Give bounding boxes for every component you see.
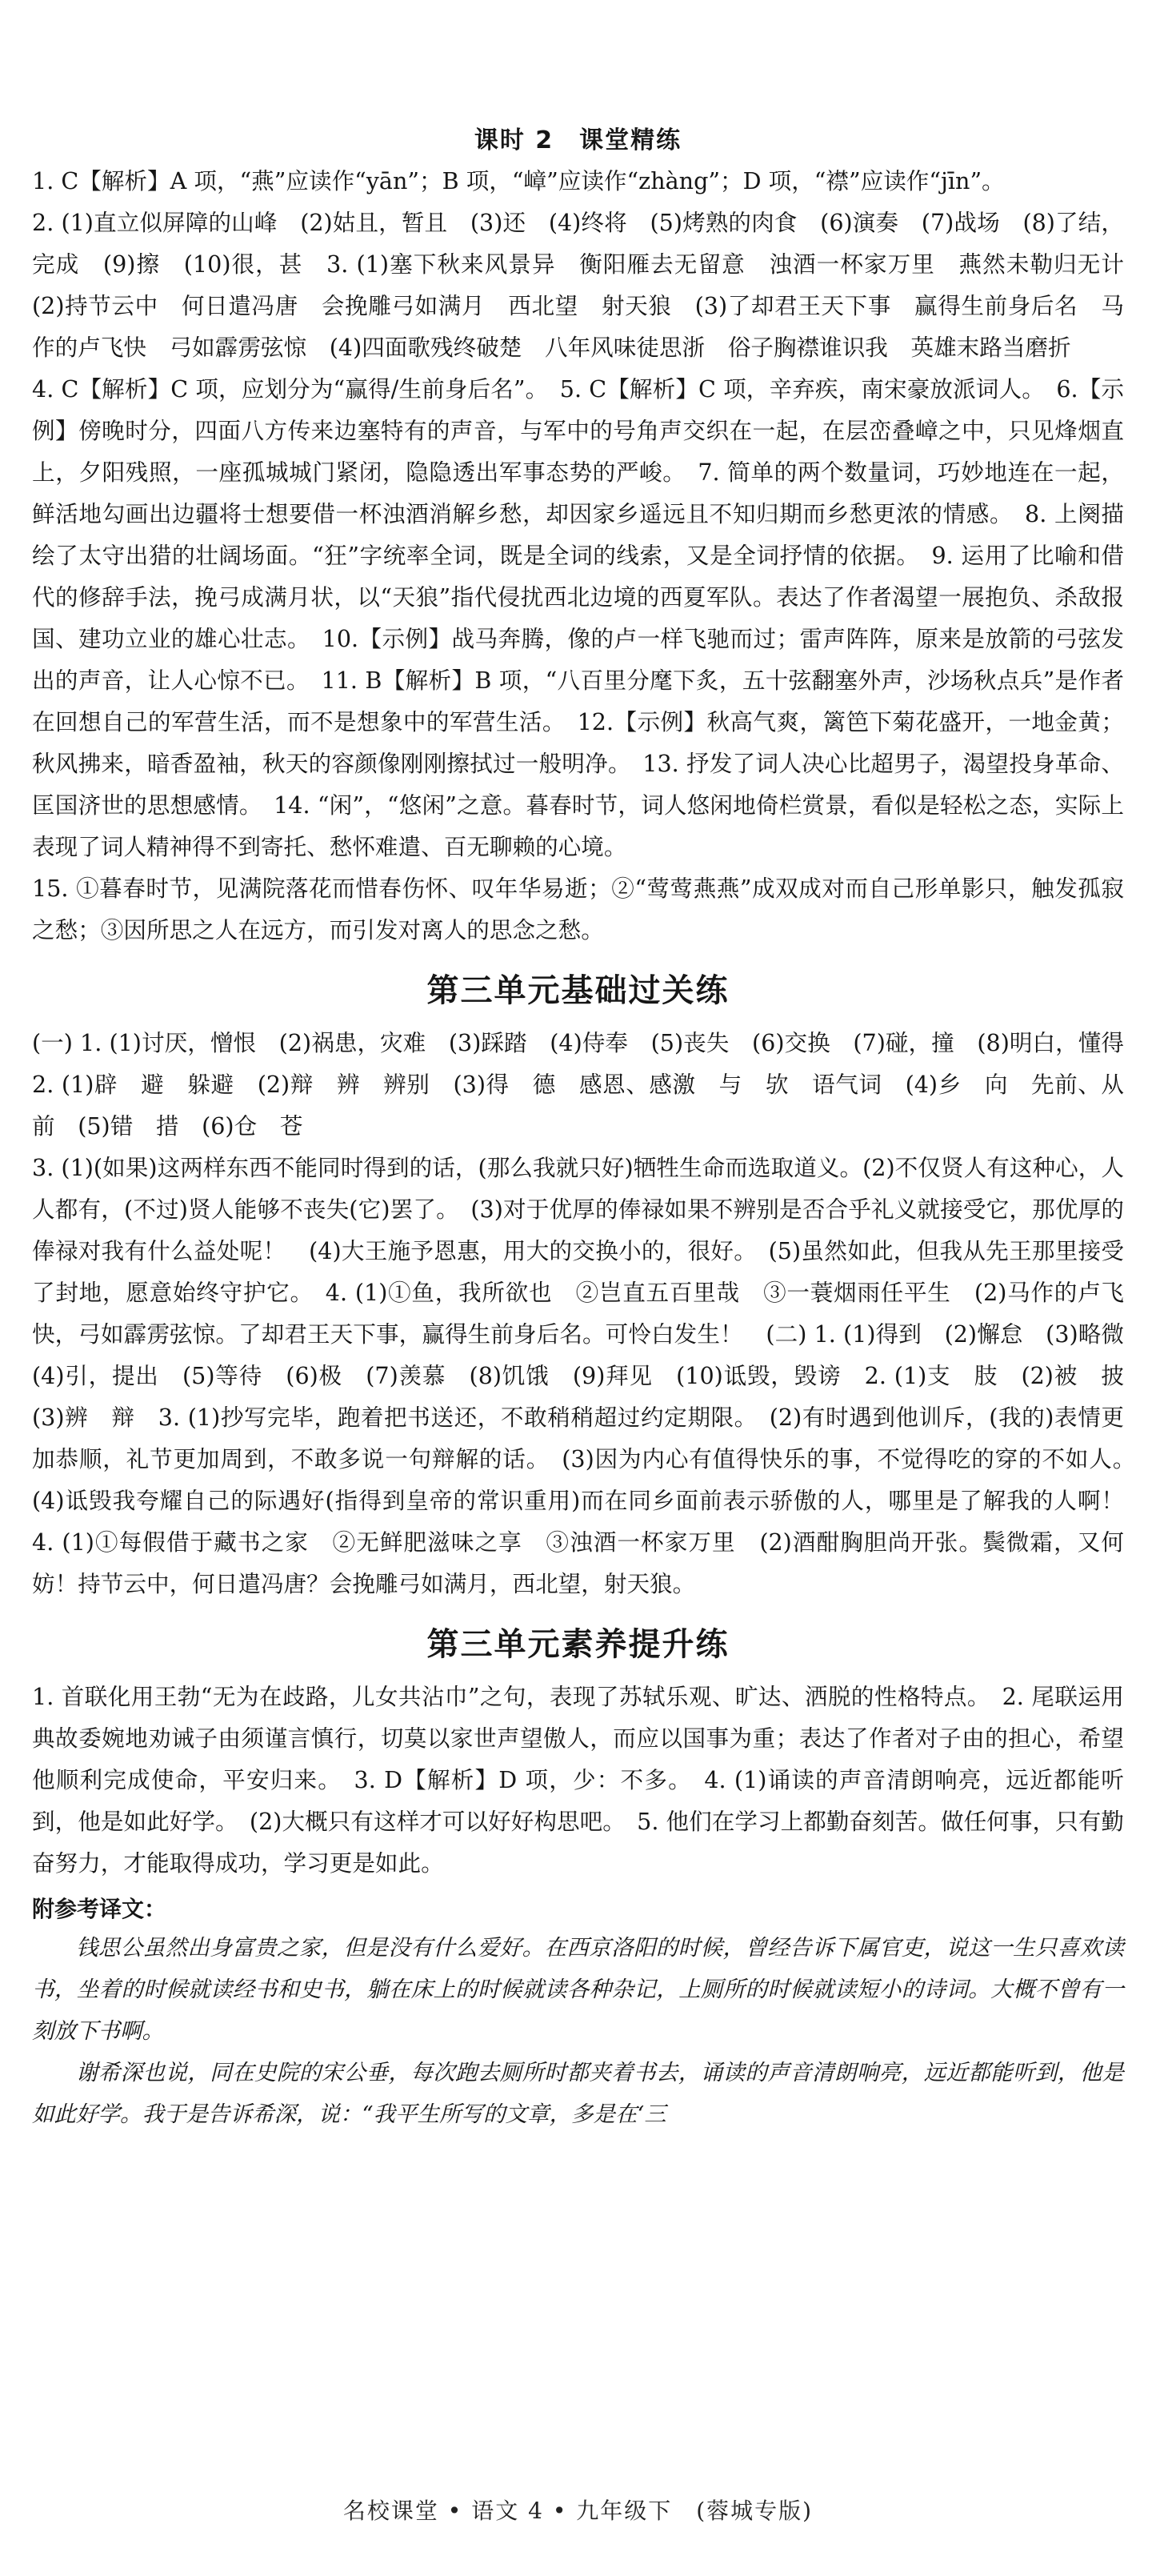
page-footer: 名校课堂 • 语文 4 • 九年级下 (蓉城专版) <box>342 2498 814 2524</box>
answer-paragraph: 15. ①暮春时节，见满院落花而惜春伤怀、叹年华易逝；②“莺莺燕燕”成双成对而自己形单影只，触发孤寂之愁；③因所思之人在远方，而引发对离人的思念之愁。 <box>32 875 1124 943</box>
answer-paragraph: 4. C【解析】C 项，应划分为“赢得/生前身后名”。 5. C【解析】C 项，辛弃疾，南宋豪放派词人。 6.【示例】傍晚时分，四面八方传来边塞特有的声音，与军中的号角声交织在一起，在层峦叠嶂之中，只见烽烟直上，夕阳残照，一座孤城城门紧闭，隐隐透出军事态势的严峻。 7. 简单的两个数量词，巧妙地连在一起，鲜活地勾画出边疆将士想要借一杯浊酒消解乡愁，却因家乡遥远且不知归期而乡愁更浓的情感。 8. 上阕描绘了太守出猎的壮阔场面。“狂”字统率全词，既是全词的线索，又是全词抒情的依据。 9. 运用了比喻和借代的修辞手法，挽弓成满月状，以“天狼”指代侵扰西北边境的西夏军队。表达了作者渴望一展抱负、杀敌报国、建功立业的雄心壮志。 10.【示例】战马奔腾，像的卢一样飞驰而过；雷声阵阵，原来是放箭的弓弦发出的声音，让人心惊不已。 11. B【解析】B 项，“八百里分麾下炙，五十弦翻塞外声，沙场秋点兵”是作者在回想自己的军营生活，而不是想象中的军营生活。 12.【示例】秋高气爽，篱笆下菊花盛开，一地金黄；秋风拂来，暗香盈袖，秋天的容颜像刚刚擦拭过一般明净。 13. 抒发了词人决心比超男子，渴望投身革命、匡国济世的思想感情。 14. “闲”，“悠闲”之意。暮春时节，词人悠闲地倚栏赏景，看似是轻松之态，实际上表现了词人精神得不到寄托、愁怀难遣、百无聊赖的心境。 <box>32 375 1124 860</box>
translation-paragraph: 钱思公虽然出身富贵之家，但是没有什么爱好。在西京洛阳的时候，曾经告诉下属官吏，说这一生只喜欢读书，坐着的时候就读经书和史书，躺在床上的时候就读各种杂记，上厕所的时候就读短小的诗词。大概不曾有一刻放下书啊。 <box>32 1935 1124 2044</box>
page-content <box>32 120 1147 2135</box>
answer-paragraph: 3. (1)(如果)这两样东西不能同时得到的话，(那么我就只好)牺牲生命而选取道义。(2)不仅贤人有这种心，人人都有，(不过)贤人能够不丧失(它)罢了。 (3)对于优厚的俸禄如果不辨别是否合乎礼义就接受它，那优厚的俸禄对我有什么益处呢！ (4)大王施予恩惠，用大的交换小的，很好。 (5)虽然如此，但我从先王那里接受了封地，愿意始终守护它。 4. (1)①鱼，我所欲也 ②岂直五百里哉 ③一蓑烟雨任平生 (2)马作的卢飞快，弓如霹雳弦惊。了却君王天下事，赢得生前身后名。可怜白发生！ (二) 1. (1)得到 (2)懈怠 (3)略微 (4)引，提出 (5)等待 (6)极 (7)羡慕 (8)饥饿 (9)拜见 (10)诋毁，毁谤 2. (1)支 肢 (2)被 披 (3)辨 辩 3. (1)抄写完毕，跑着把书送还，不敢稍稍超过约定期限。 (2)有时遇到他训斥，(我的)表情更加恭顺，礼节更加周到，不敢多说一句辩解的话。 (3)因为内心有值得快乐的事，不觉得吃的穿的不如人。 (4)诋毁我夸耀自己的际遇好(指得到皇帝的常识重用)而在同乡面前表示骄傲的人，哪里是了解我的人啊！ 4. (1)①每假借于藏书之家 ②无鲜肥滋味之享 ③浊酒一杯家万里 (2)酒酣胸胆尚开张。鬓微霜，又何妨！持节云中，何日遣冯唐？会挽雕弓如满月，西北望，射天狼。 <box>32 1154 1147 1597</box>
unit-advance-title: 第三单元素养提升练 <box>426 1626 730 1663</box>
answer-paragraph: 2. (1)直立似屏障的山峰 (2)姑且，暂且 (3)还 (4)终将 (5)烤熟的肉食 (6)演奏 (7)战场 (8)了结，完成 (9)擦 (10)很，甚 3. (1)塞下秋来风景异 衡阳雁去无留意 浊酒一杯家万里 燕然未勒归无计 (2)持节云中 何日遣冯唐 会挽雕弓如满月 西北望 射天狼 (3)了却君王天下事 赢得生前身后名 马作的卢飞快 弓如霹雳弦惊 (4)四面歌残终破楚 八年风味徒思浙 俗子胸襟谁识我 英雄末路当磨折 <box>32 209 1147 361</box>
answer-paragraph: 1. C【解析】A 项，“燕”应读作“yān”；B 项，“嶂”应读作“zhàng”；D 项，“襟”应读作“jīn”。 <box>32 167 1005 194</box>
answer-paragraph: (一) 1. (1)讨厌，憎恨 (2)祸患，灾难 (3)踩踏 (4)侍奉 (5)丧失 (6)交换 (7)碰，撞 (8)明白，懂得 2. (1)辟 避 躲避 (2)辩 辨 辨别 (3)得 德 感恩、感激 与 欤 语气词 (4)乡 向 先前、从前 (5)错 措 (6)仓 苍 <box>32 1029 1147 1140</box>
lesson-title: 课时 2 课堂精练 <box>474 126 682 154</box>
translation-paragraph: 谢希深也说，同在史院的宋公垂，每次跑去厕所时都夹着书去，诵读的声音清朗响亮，远近都能听到，他是如此好学。我于是告诉希深，说：“我平生所写的文章，多是在‘三 <box>32 2060 1124 2127</box>
reference-translation-label: 附参考译文： <box>32 1896 167 1922</box>
answer-paragraph: 1. 首联化用王勃“无为在歧路，儿女共沾巾”之句，表现了苏轼乐观、旷达、洒脱的性格特点。 2. 尾联运用典故委婉地劝诫子由须谨言慎行，切莫以家世声望傲人，而应以国事为重；表达了作者对子由的担心，希望他顺利完成使命，平安归来。 3. D【解析】D 项，少：不多。 4. (1)诵读的声音清朗响亮，远近都能听到，他是如此好学。 (2)大概只有这样才可以好好构思吧。 5. 他们在学习上都勤奋刻苦。做任何事，只有勤奋努力，才能取得成功，学习更是如此。 <box>32 1683 1124 1877</box>
unit-basic-title: 第三单元基础过关练 <box>426 972 730 1009</box>
